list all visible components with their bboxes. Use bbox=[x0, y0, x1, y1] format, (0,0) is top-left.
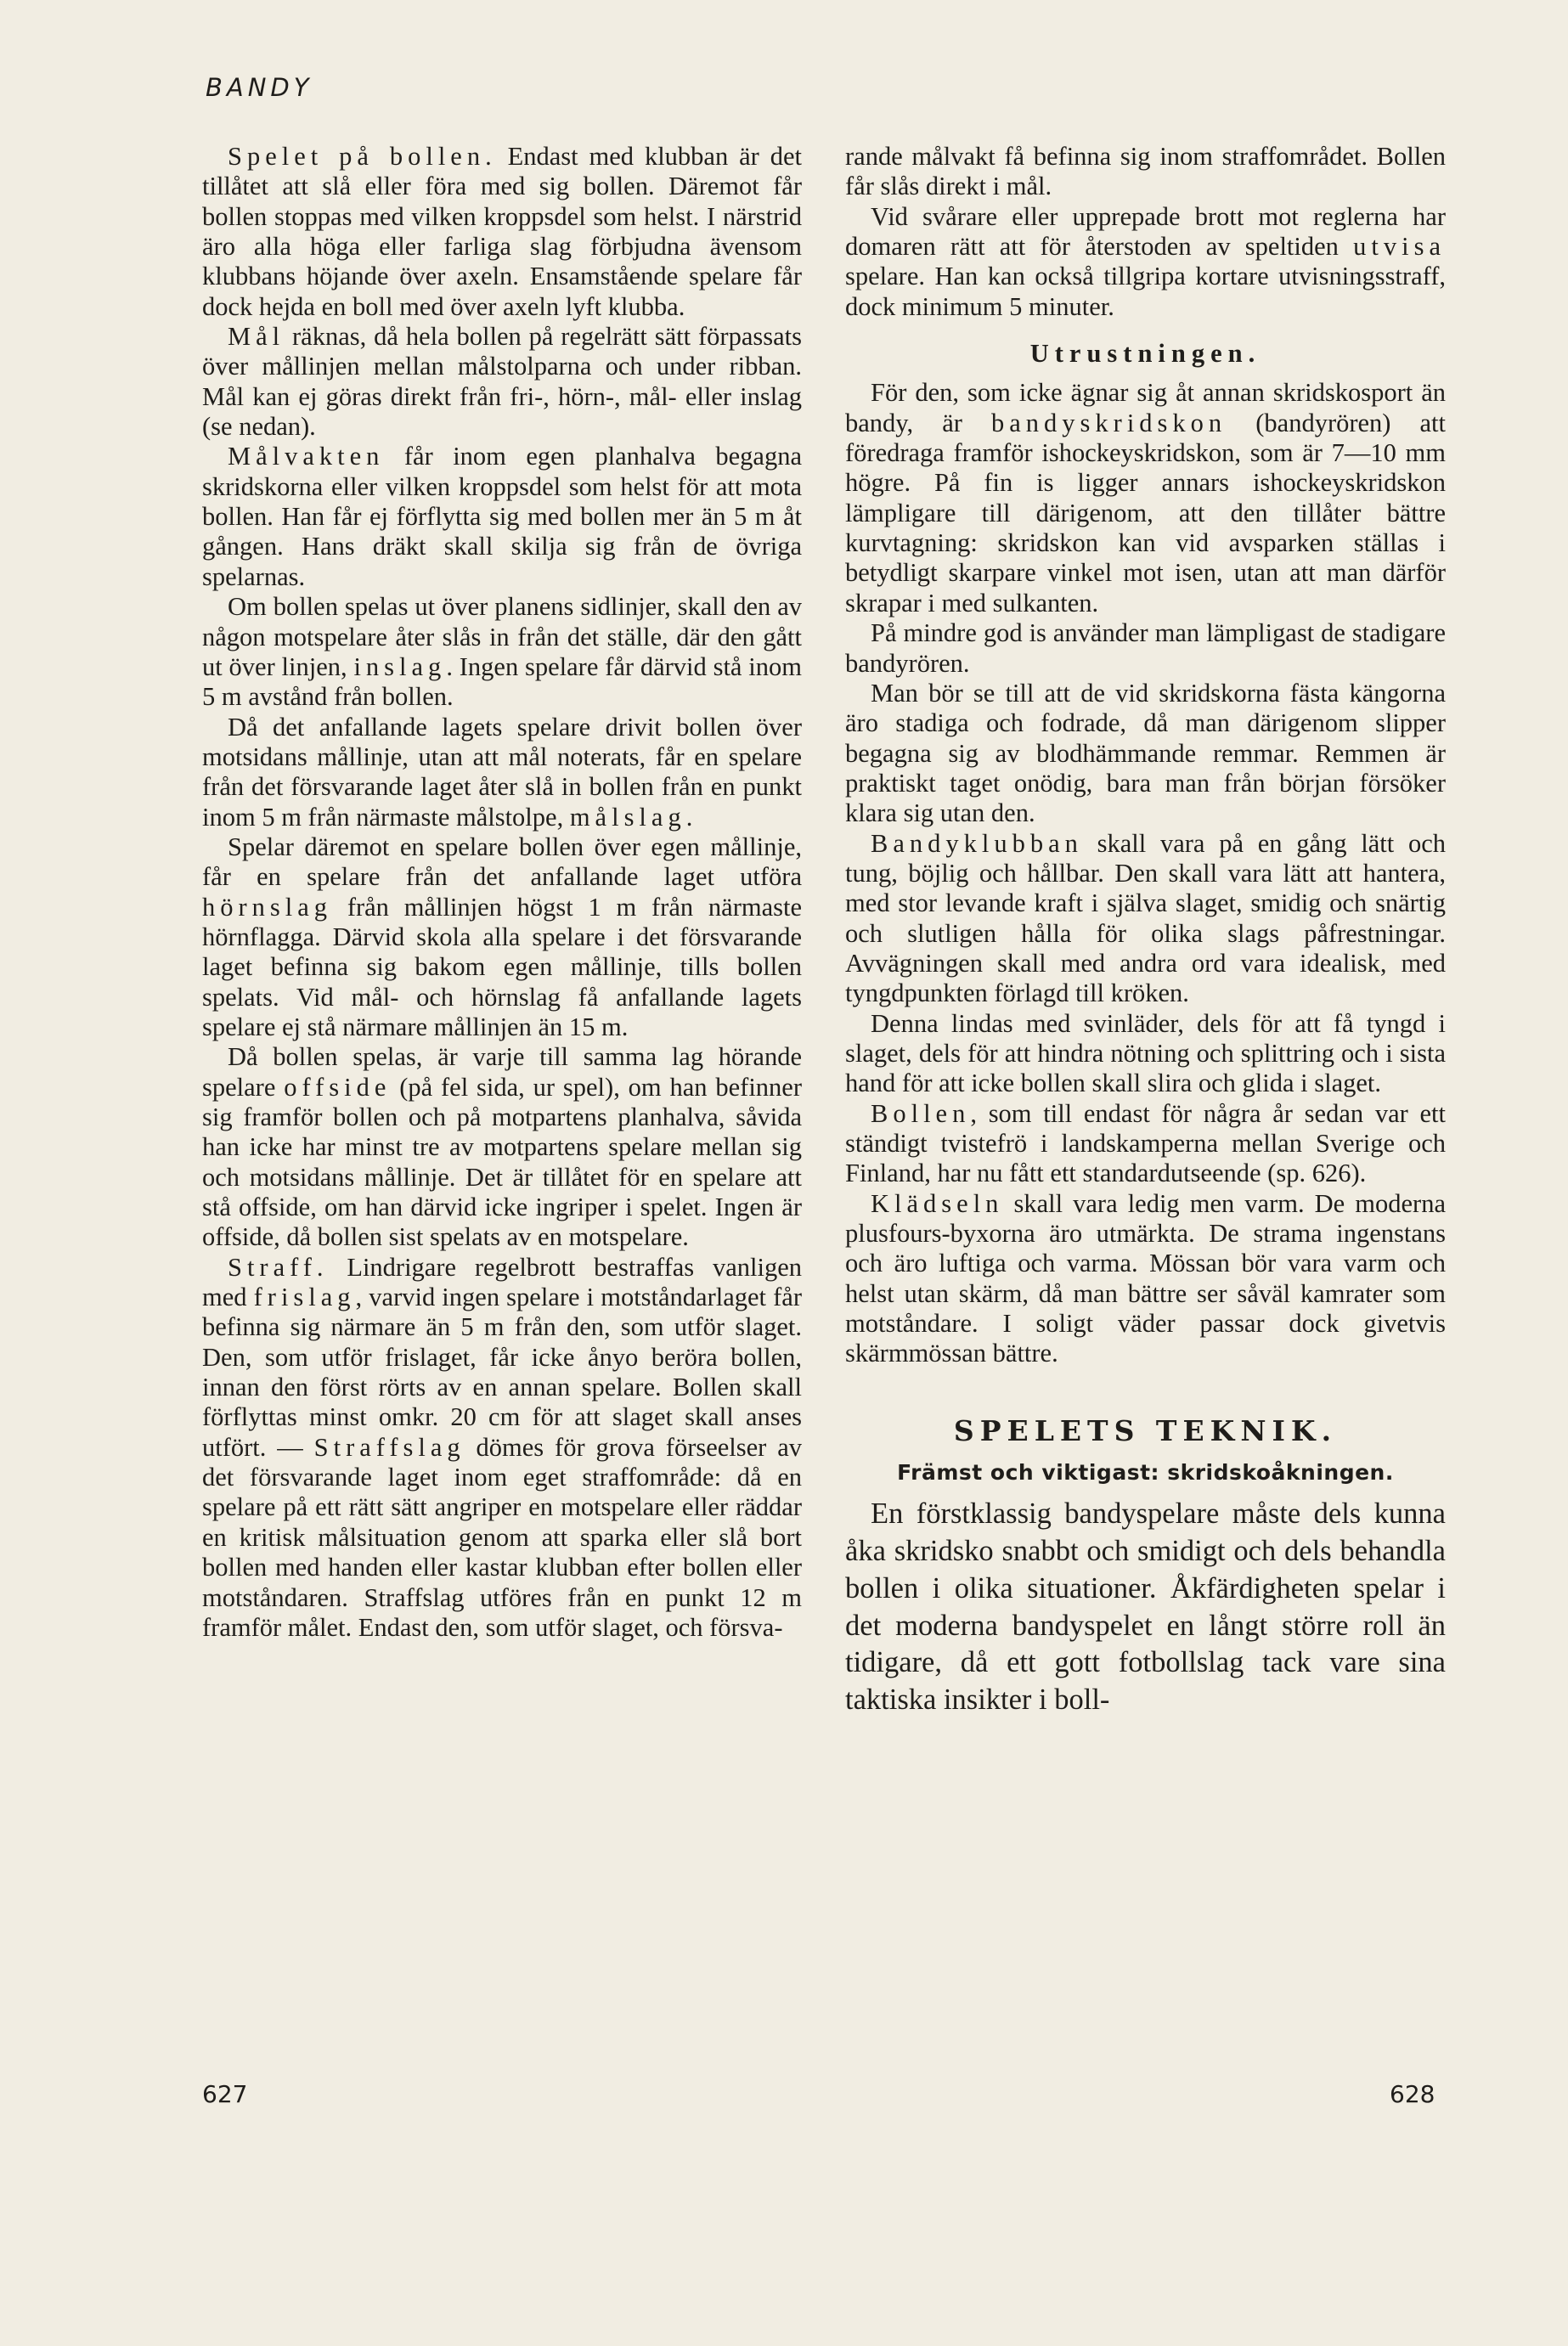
paragraph-skates: För den, som icke ägnar sig åt annan skridskosport än bandy, är bandyskridskon (bandyrören) att föredraga framför ishockeyskridskon, som är 7—10 mm högre. På fin is ligger annars ishockeyskridskon lämpligare till därigenom, att den tillåter bättre kurvtagning: skridskon kan vid avsparken ställas i betydligt skarpare vinkel mot isen, utan att man därför skrapar i med sulkanten. bbox=[845, 378, 1446, 618]
technique-heading: SPELETS TEKNIK. bbox=[953, 1413, 1338, 1447]
right-column bbox=[845, 142, 1446, 1719]
page-number-right: 628 bbox=[1390, 2080, 1435, 2108]
spaced-term: Straffslag bbox=[313, 1432, 465, 1462]
technique-subheading: Främst och viktigast: skridskoåkningen. bbox=[897, 1460, 1394, 1486]
spaced-term: Spelet på bollen. bbox=[228, 142, 497, 171]
spaced-term: hörnslag bbox=[202, 892, 333, 922]
page-number-left: 627 bbox=[202, 2080, 248, 2108]
paragraph-corner: Spelar däremot en spelare bollen över egen mållinje, får en spelare från det anfallande laget utföra hörnslag från mållinjen högst 1 m från närmaste hörnflagga. Därvid skola alla spelare i det försvarande laget befinna sig bakom egen mållinje, tills bollen spelats. Vid mål- och hörnslag få anfallande lagets spelare ej stå närmare mållinjen än 15 m. bbox=[202, 832, 802, 1041]
paragraph-play-on-ball: Spelet på bollen. Endast med klubban är det tillåtet att slå eller föra med sig bollen. Däremot får bollen stoppas med vilken kroppsdel som helst. I närstrid äro alla höga eller farliga slag förbjudna ävensom klubbans höjande över axeln. Ensamstående spelare får dock hejda en boll med över axeln lyft klubba. bbox=[202, 142, 802, 321]
spaced-term: offside bbox=[284, 1072, 392, 1102]
spaced-term: utvisa bbox=[1353, 232, 1446, 262]
spaced-term: Bandyklubban bbox=[871, 828, 1083, 858]
paragraph-boots: Man bör se till att de vid skridskorna fästa kängorna äro stadiga och fodrade, då man därigenom slipper begagna sig av blodhämmande remmar. Remmen är praktiskt taget onödig, bara man från början försöker klara sig utan den. bbox=[845, 678, 1446, 828]
paragraph-technique-lead: En förstklassig bandyspelare måste dels kunna åka skridsko snabbt och smidigt och dels behandla bollen i olika situationer. Åkfärdigheten spelar i det moderna bandyspelet en långt större roll än tidigare, då ett gott fotbollslag tack vare sina taktiska insikter i boll- bbox=[845, 1497, 1446, 1716]
paragraph-penalty: Straff. Lindrigare regelbrott bestraffas vanligen med frislag, varvid ingen spelare i motståndarlaget får befinna sig närmare än 5 m från den, som utför slaget. Den, som utför frislaget, får icke ånyo beröra bollen, innan den först rörts av en annan spelare. Bollen skall förflyttas minst omkr. 20 cm för att slaget skall anses utfört. — Straffslag dömes för grova förseelser av det försvarande laget inom eget straffområde: då en spelare på ett rätt sätt angriper en motspelare eller räddar en kritisk målsituation genom att sparka eller slå bort bollen med handen eller kastar klubban efter bollen eller motståndaren. Straffslag utföres från en punkt 12 m framför målet. Endast den, som utför slaget, och försva- bbox=[202, 1252, 802, 1642]
paragraph-throw-in: Om bollen spelas ut över planens sidlinjer, skall den av någon motspelare åter slås in från det ställe, där den gått ut över linjen, inslag. Ingen spelare får därvid stå inom 5 m avstånd från bollen. bbox=[202, 592, 802, 712]
paragraph-bandy-stick: Bandyklubban skall vara på en gång lätt och tung, böjlig och hållbar. Den skall vara lätt att hantera, med stor levande kraft i själva slaget, smidig och snärtig och slutligen hålla för olika slags påfrestningar. Avvägningen skall med andra ord vara idealisk, med tyngdpunkten förlagd till kröken. bbox=[845, 828, 1446, 1008]
spaced-term: Straff. bbox=[228, 1252, 329, 1282]
paragraph-clothing: Klädseln skall vara ledig men varm. De moderna plusfours-byxorna äro utmärkta. De strama ingenstans och äro luftiga och varma. Mössan bör vara varm och helst utan skärm, då man bättre ser såväl kamrater som motståndare. I soligt väder passar dock givetvis skärmmössan bättre. bbox=[845, 1188, 1446, 1368]
spaced-term: Bollen bbox=[871, 1098, 971, 1128]
paragraph-poor-ice: På mindre god is använder man lämpligast de stadigare bandyrören. bbox=[845, 618, 1446, 678]
spaced-term: bandyskridskon bbox=[991, 408, 1227, 437]
paragraph-goalkeeper: Målvakten får inom egen planhalva begagna skridskorna eller vilken kroppsdel som helst för att mota bollen. Han får ej förflytta sig med bollen mer än 5 m åt gången. Hans dräkt skall skilja sig från de övriga spelarnas. bbox=[202, 442, 802, 591]
spaced-term: Mål bbox=[228, 322, 285, 352]
paragraph-offside: Då bollen spelas, är varje till samma lag hörande spelare offside (på fel sida, ur spel), om han befinner sig framför bollen och på motpartens planhalva, såvida han icke har minst tre av motpartens spelare mellan sig och motsidans mållinje. Det är tillåtet för en spelare att stå offside, om han därvid icke ingriper i spelet. Ingen är offside, då bollen sist spelats av en motspelare. bbox=[202, 1042, 802, 1252]
spaced-term: Målvakten bbox=[228, 442, 385, 471]
equipment-heading: Utrustningen. bbox=[1029, 339, 1261, 369]
spaced-term: inslag bbox=[353, 651, 447, 681]
spaced-term: Klädseln bbox=[871, 1188, 1004, 1218]
paragraph-goal: Mål räknas, då hela bollen på regelrätt sätt förpassats över mållinjen mellan målstolparna och under ribban. Mål kan ej göras direkt från fri-, hörn-, mål- eller inslag (se nedan). bbox=[202, 322, 802, 442]
paragraph-ball: Bollen, som till endast för några år sedan var ett ständigt tvistefrö i landskamperna mellan Sverige och Finland, har nu fått ett standardutseende (sp. 626). bbox=[845, 1098, 1446, 1188]
spaced-term: frislag bbox=[253, 1283, 356, 1312]
spaced-term: målslag bbox=[569, 802, 686, 832]
left-column bbox=[202, 142, 802, 1643]
paragraph-penalty-continued: rande målvakt få befinna sig inom straffområdet. Bollen får slås direkt i mål. bbox=[845, 142, 1446, 201]
paragraph-stick-wrapping: Denna lindas med svinläder, dels för att få tyngd i slaget, dels för att hindra nötning och splittring och i sista hand för att icke bollen skall slira och glida i slaget. bbox=[845, 1008, 1446, 1098]
paragraph-goal-kick: Då det anfallande lagets spelare drivit bollen över motsidans mållinje, utan att mål noterats, får en spelare från det försvarande laget åter slå in bollen från en punkt inom 5 m från närmaste målstolpe, målslag. bbox=[202, 712, 802, 832]
paragraph-expulsion: Vid svårare eller upprepade brott mot reglerna har domaren rätt att för återstoden av speltiden utvisa spelare. Han kan också tillgripa kortare utvisningsstraff, dock minimum 5 minuter. bbox=[845, 201, 1446, 321]
running-title: BANDY bbox=[206, 73, 313, 102]
